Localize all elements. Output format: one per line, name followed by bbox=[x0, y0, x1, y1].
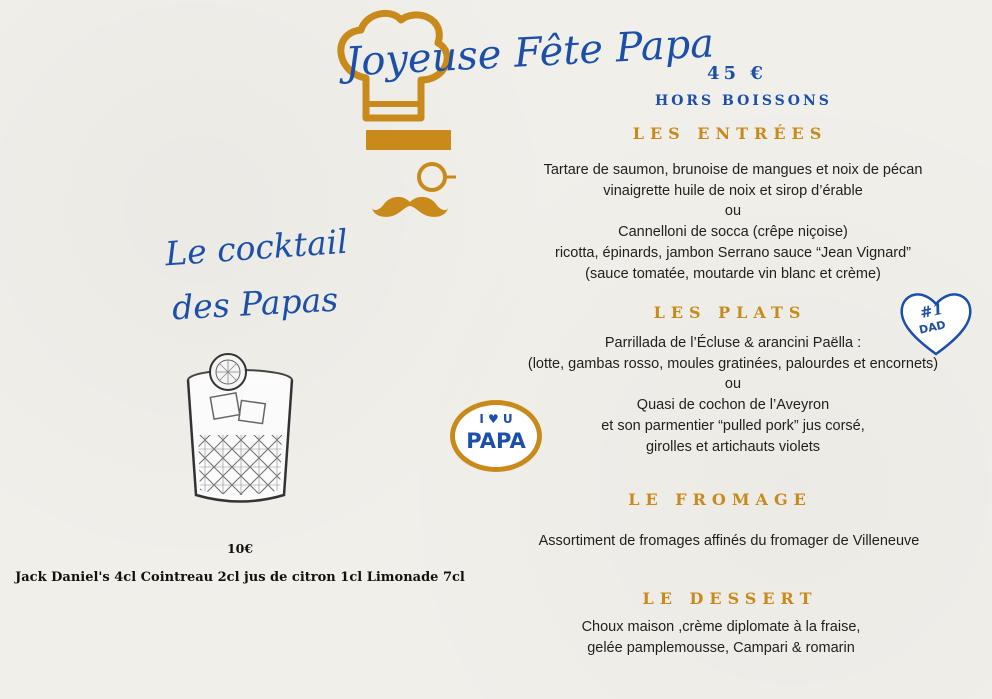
menu-line: ricotta, épinards, jambon Serrano sauce “Jean Vignard” bbox=[555, 244, 911, 261]
menu-line: Choux maison ,crème diplomate à la fraise, bbox=[581, 619, 861, 635]
cocktail-glass-icon bbox=[178, 350, 303, 510]
menu-line: ou bbox=[724, 376, 742, 393]
menu-line: Assortiment de fromages affinés du fromager de Villeneuve bbox=[538, 533, 920, 549]
section-title-plats: LES PLATS bbox=[653, 303, 807, 322]
entrees-list bbox=[470, 160, 992, 284]
monocle-icon bbox=[410, 160, 458, 194]
page-title: Joyeuse Fête Papa bbox=[344, 20, 716, 86]
cocktail-price: 10€ bbox=[226, 541, 254, 556]
plats-list bbox=[470, 333, 992, 457]
menu-price: 45 € bbox=[707, 63, 767, 84]
price-note: HORS BOISSONS bbox=[655, 93, 832, 109]
heart-badge-top: #1 bbox=[918, 299, 945, 323]
cocktail-title-line1: Le cocktail bbox=[163, 221, 349, 274]
menu-line: vinaigrette huile de noix et sirop d’érable bbox=[603, 182, 863, 199]
cocktail-title-line2: des Papas bbox=[171, 279, 340, 328]
menu-line: (sauce tomatée, moutarde vin blanc et crème) bbox=[585, 265, 881, 282]
menu-line: Quasi de cochon de l’Aveyron bbox=[636, 397, 830, 414]
menu-line: Tartare de saumon, brunoise de mangues et noix de pécan bbox=[543, 162, 923, 178]
mustache-icon bbox=[370, 194, 450, 220]
dessert-list bbox=[458, 617, 984, 658]
round-badge-top: I ♥ U bbox=[479, 412, 513, 426]
section-title-fromage: LE FROMAGE bbox=[628, 490, 812, 509]
menu-line: girolles et artichauts violets bbox=[645, 438, 821, 455]
round-badge-bottom: PAPA bbox=[466, 429, 526, 453]
menu-line: (lotte, gambas rosso, moules gratinées, palourdes et encornets) bbox=[527, 355, 939, 372]
cocktail-ingredients: Jack Daniel's 4cl Cointreau 2cl jus de citron 1cl Limonade 7cl bbox=[15, 570, 465, 585]
section-title-dessert: LE DESSERT bbox=[642, 589, 818, 608]
menu-line: ou bbox=[724, 203, 742, 220]
fromage-list bbox=[466, 531, 992, 552]
menu-line: et son parmentier “pulled pork” jus corsé, bbox=[601, 417, 865, 434]
heart-badge-bottom: DAD bbox=[917, 318, 947, 337]
menu-line: Cannelloni de socca (crêpe niçoise) bbox=[618, 224, 848, 241]
menu-line: gelée pamplemousse, Campari & romarin bbox=[587, 639, 855, 656]
menu-line: Parrillada de l’Écluse & arancini Paëlla : bbox=[604, 335, 862, 351]
section-title-entrees: LES ENTRÉES bbox=[632, 124, 828, 143]
